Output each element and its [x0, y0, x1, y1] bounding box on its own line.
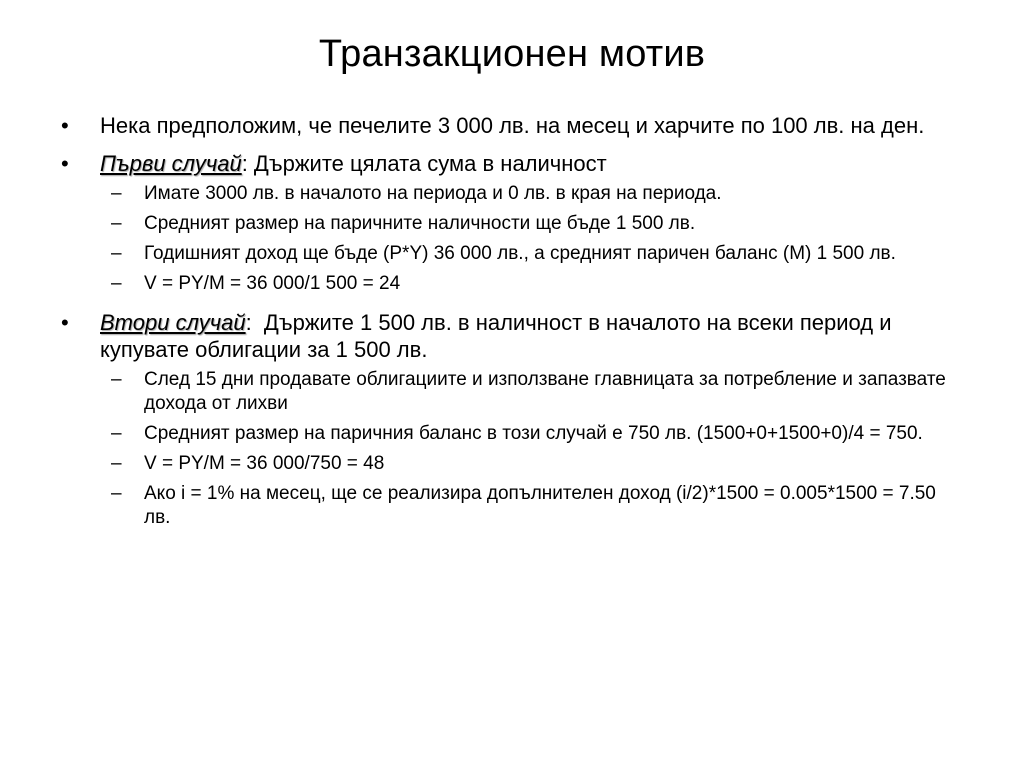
sub-bullet-item — [60, 368, 960, 416]
sub-bullet-text: Средният размер на паричния баланс в този случай е 750 лв. (1500+0+1500+0)/4 = 750. — [144, 423, 923, 444]
dash-icon: – — [111, 423, 122, 444]
dash-icon: – — [111, 183, 122, 204]
sub-bullet-text: Имате 3000 лв. в началото на периода и 0 лв. в края на периода. — [144, 183, 722, 204]
bullet-icon: • — [61, 151, 69, 176]
bullet-text: : Държите цялата сума в наличност — [241, 151, 607, 176]
sub-bullet-item — [60, 482, 960, 530]
dash-icon: – — [111, 243, 122, 264]
dash-icon: – — [111, 273, 122, 294]
dash-icon: – — [111, 453, 122, 474]
bullet-icon: • — [61, 113, 69, 138]
bullet-text: : Държите 1 500 лв. в наличност в началото на всеки период и купувате облигации за 1 500 лв. — [100, 310, 898, 362]
sub-bullet-text: Средният размер на паричните наличности ще бъде 1 500 лв. — [144, 213, 696, 234]
bullet-item — [60, 309, 960, 363]
bullet-list — [60, 112, 960, 530]
slide-title: Транзакционен мотив — [318, 33, 706, 75]
bullet-icon: • — [61, 310, 69, 335]
sub-bullet-text: V = PY/M = 36 000/750 = 48 — [144, 453, 385, 474]
sub-bullet-item — [60, 422, 960, 446]
sub-bullet-text: V = PY/M = 36 000/1 500 = 24 — [144, 273, 401, 294]
sub-bullet-item — [60, 452, 960, 476]
sub-bullet-item — [60, 182, 960, 206]
dash-icon: – — [111, 483, 122, 504]
bullet-item — [60, 112, 960, 139]
dash-icon: – — [111, 213, 122, 234]
case-label: Втори случай — [100, 310, 246, 335]
sub-bullet-item — [60, 242, 960, 266]
case-label: Първи случай — [100, 151, 242, 176]
bullet-text: Нека предположим, че печелите 3 000 лв. на месец и харчите по 100 лв. на ден. — [100, 113, 925, 138]
dash-icon: – — [111, 369, 122, 390]
sub-bullet-text: Ако i = 1% на месец, ще се реализира допълнителен доход (i/2)*1500 = 0.005*1500 = 7.50 лв. — [144, 483, 936, 528]
sub-bullet-item — [60, 212, 960, 236]
sub-bullet-text: Годишният доход ще бъде (P*Y) 36 000 лв., а средният паричен баланс (M) 1 500 лв. — [144, 243, 896, 264]
bullet-item — [60, 150, 960, 177]
sub-bullet-text: След 15 дни продавате облигациите и използване главницата за потребление и запазвате дохода от лихви — [144, 369, 946, 414]
sub-bullet-item — [60, 272, 960, 296]
